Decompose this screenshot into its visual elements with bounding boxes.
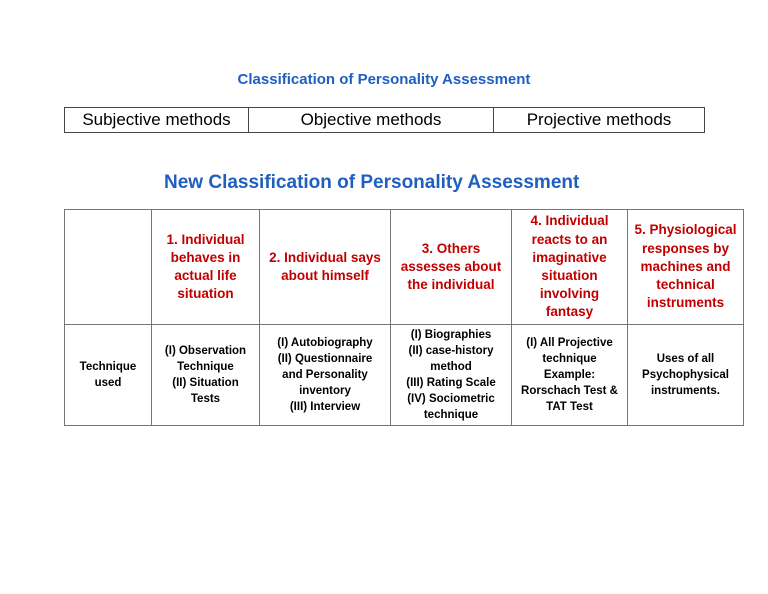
technique-cell: (I) All Projective technique Example: Rorschach Test & TAT Test [512, 325, 628, 426]
header-cell: 3. Others assesses about the individual [391, 210, 512, 325]
technique-cell: (I) Autobiography (II) Questionnaire and Personality inventory (III) Interview [260, 325, 391, 426]
header-row [65, 210, 744, 325]
header-cell: 4. Individual reacts to an imaginative situation involving fantasy [512, 210, 628, 325]
method-projective: Projective methods [494, 108, 705, 133]
method-objective: Objective methods [249, 108, 494, 133]
technique-cell: Uses of all Psychophysical instruments. [628, 325, 744, 426]
methods-row [65, 108, 705, 133]
new-classification-title: New Classification of Personality Assessment [164, 172, 580, 193]
row-label: Technique used [65, 325, 152, 426]
header-cell: 1. Individual behaves in actual life situation [152, 210, 260, 325]
header-cell: 2. Individual says about himself [260, 210, 391, 325]
methods-table [64, 107, 705, 133]
header-cell: 5. Physiological responses by machines and technical instruments [628, 210, 744, 325]
method-subjective: Subjective methods [65, 108, 249, 133]
technique-cell: (I) Observation Technique (II) Situation Tests [152, 325, 260, 426]
technique-cell: (I) Biographies (II) case-history method (III) Rating Scale (IV) Sociometric technique [391, 325, 512, 426]
classification-table [64, 209, 744, 426]
page-title: Classification of Personality Assessment [237, 71, 531, 88]
technique-row [65, 325, 744, 426]
corner-cell [65, 210, 152, 325]
